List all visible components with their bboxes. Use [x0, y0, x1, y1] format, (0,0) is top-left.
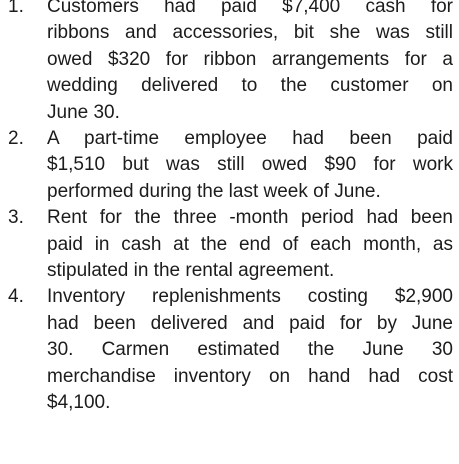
text-line: Rent for the three -month period had been — [47, 207, 453, 229]
text-line: paid in cash at the end of each month, as — [47, 233, 453, 255]
text-line: June 30. — [47, 101, 120, 123]
text-line: 30. Carmen estimated the June 30 — [47, 339, 453, 361]
text-line: A part-time employee had been paid — [47, 128, 453, 150]
text-line: wedding delivered to the customer on — [47, 75, 453, 97]
text-line: ribbons and accessories, bit she was still — [47, 22, 453, 44]
list-item — [0, 284, 459, 416]
text-line: merchandise inventory on hand had cost — [47, 365, 453, 387]
item-number: 3. — [8, 207, 24, 229]
list-item — [0, 0, 459, 126]
list-item — [0, 126, 459, 205]
text-line: had been delivered and paid for by June — [47, 312, 453, 334]
text-line: performed during the last week of June. — [47, 180, 381, 202]
text-line: $4,100. — [47, 392, 111, 414]
item-number: 4. — [8, 286, 24, 308]
text-line: Customers had paid $7,400 cash for — [47, 0, 453, 17]
text-line: $1,510 but was still owed $90 for work — [47, 154, 453, 176]
list-item — [0, 205, 459, 284]
item-number: 2. — [8, 128, 24, 150]
text-line: stipulated in the rental agreement. — [47, 260, 335, 282]
item-number: 1. — [8, 0, 24, 17]
text-line: owed $320 for ribbon arrangements for a — [47, 48, 453, 70]
text-line: Inventory replenishments costing $2,900 — [47, 286, 453, 308]
